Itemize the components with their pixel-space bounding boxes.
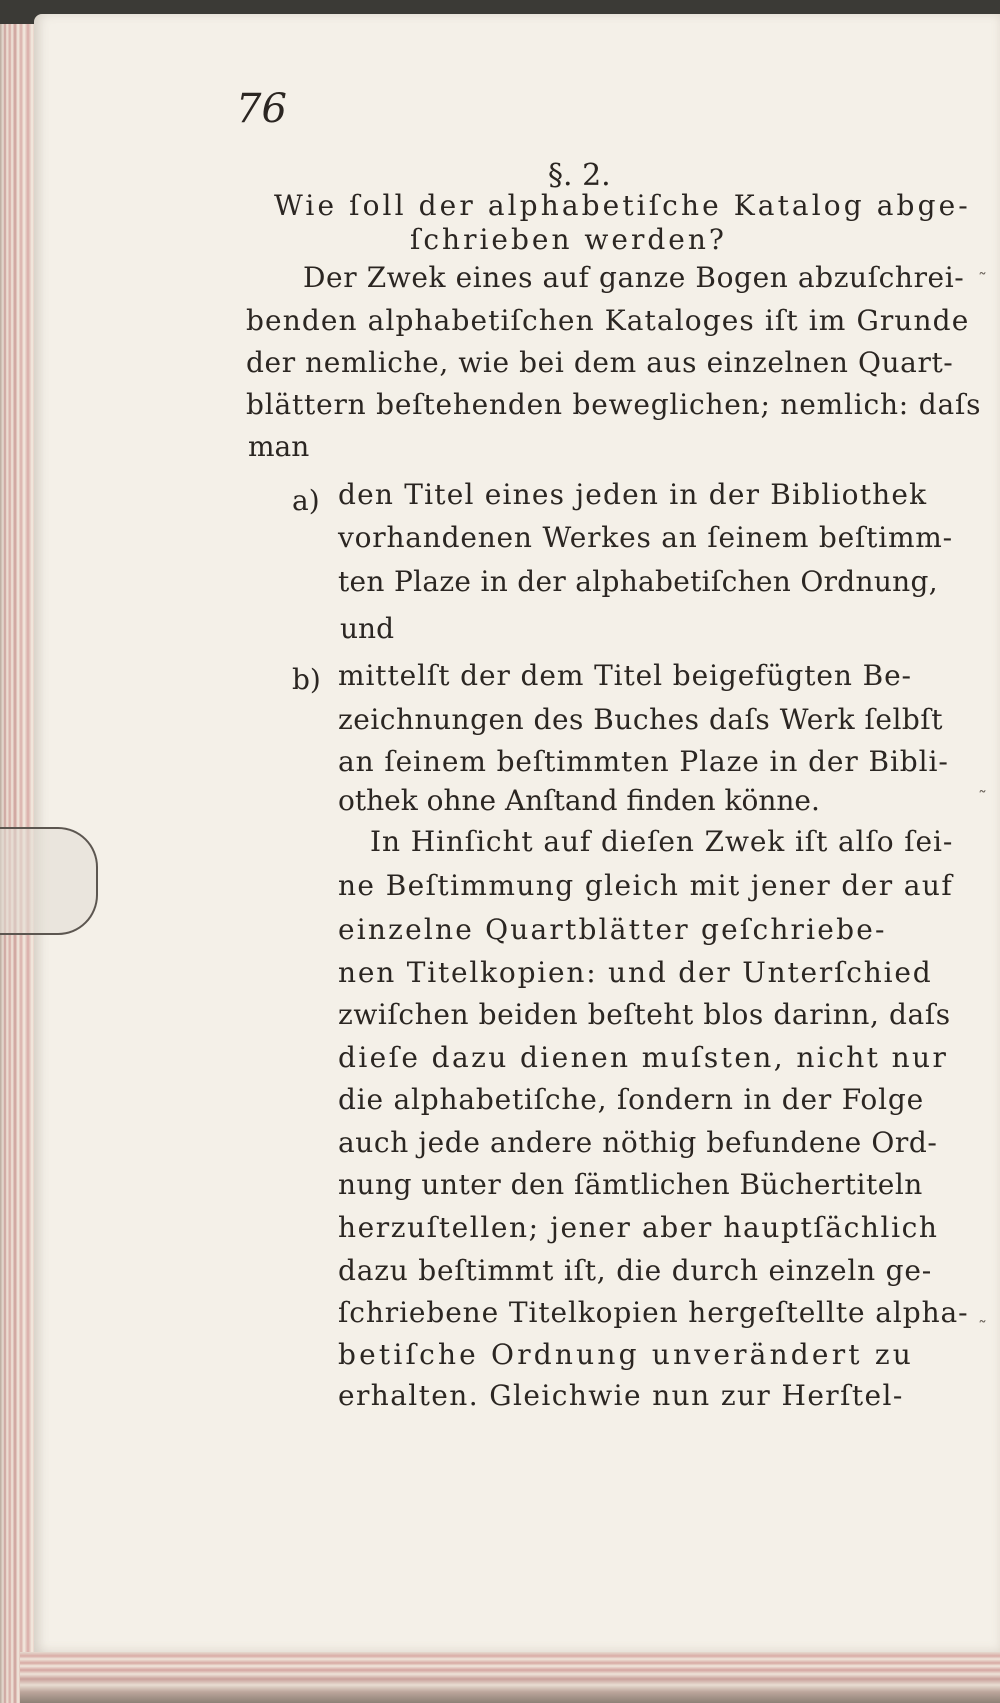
item-a-line-3: ten Plaze in der alphabetiſchen Ordnung, bbox=[338, 565, 938, 598]
margin-mark: ˜ bbox=[978, 270, 987, 291]
paragraph2-line-6: dieſe dazu dienen muſsten, nicht nur bbox=[338, 1041, 949, 1074]
item-b-line-2: zeichnungen des Buches daſs Werk ſelbſt bbox=[338, 703, 943, 736]
heading-line-1: Wie ſoll der alphabetiſche Katalog abge- bbox=[274, 189, 971, 222]
paragraph2-line-9: nung unter den ſämtlichen Büchertiteln bbox=[338, 1168, 923, 1201]
paragraph2-line-4: nen Titelkopien: und der Unterſchied bbox=[338, 956, 933, 989]
paragraph2-line-14: erhalten. Gleichwie nun zur Herſtel- bbox=[338, 1379, 904, 1412]
margin-mark: ˜ bbox=[978, 788, 987, 809]
item-a-marker: a) bbox=[292, 484, 320, 517]
intro-line-2: benden alphabetiſchen Kataloges iſt im Grunde bbox=[246, 304, 970, 337]
intro-line-3: der nemliche, wie bei dem aus einzelnen Quart- bbox=[246, 346, 954, 379]
paragraph2-line-13: betiſche Ordnung unverändert zu bbox=[338, 1338, 915, 1371]
paragraph2-line-5: zwiſchen beiden beſteht blos darinn, daſs bbox=[338, 998, 951, 1031]
item-a-line-1: den Titel eines jeden in der Bibliothek bbox=[338, 478, 928, 511]
page-number: 76 bbox=[236, 86, 287, 132]
heading-line-2: ſchrieben werden? bbox=[410, 223, 727, 256]
paragraph2-line-10: herzuſtellen; jener aber hauptſächlich bbox=[338, 1211, 939, 1244]
paragraph2-line-1: In Hinſicht auf dieſen Zwek iſt alſo ſei- bbox=[370, 825, 954, 858]
paragraph2-line-12: ſchriebene Titelkopien hergeſtellte alpha- bbox=[338, 1296, 969, 1329]
paragraph2-line-3: einzelne Quartblätter geſchriebe- bbox=[338, 913, 887, 946]
margin-mark: ˜ bbox=[978, 1318, 987, 1339]
paragraph2-line-8: auch jede andere nöthig befundene Ord- bbox=[338, 1126, 938, 1159]
paragraph2-line-11: dazu beſtimmt iſt, die durch einzeln ge- bbox=[338, 1254, 933, 1287]
intro-line-4: blättern beſtehenden beweglichen; nemlich: daſs bbox=[246, 388, 982, 421]
intro-line-5: man bbox=[248, 430, 310, 463]
item-b-marker: b) bbox=[292, 663, 321, 696]
item-b-line-1: mittelſt der dem Titel beigefügten Be- bbox=[338, 659, 912, 692]
section-mark: §. 2. bbox=[548, 158, 611, 193]
item-b-line-3: an ſeinem beſtimmten Plaze in der Bibli- bbox=[338, 745, 949, 778]
intro-line-1: Der Zwek eines auf ganze Bogen abzuſchrei- bbox=[303, 261, 965, 294]
item-a-line-2: vorhandenen Werkes an ſeinem beſtimm- bbox=[338, 521, 953, 554]
paragraph2-line-7: die alphabetiſche, ſondern in der Folge bbox=[338, 1083, 924, 1116]
item-b-line-4: othek ohne Anſtand finden könne. bbox=[338, 784, 820, 817]
item-a-line-4: und bbox=[340, 612, 394, 645]
paragraph2-line-2: ne Beſtimmung gleich mit jener der auf bbox=[338, 869, 954, 902]
